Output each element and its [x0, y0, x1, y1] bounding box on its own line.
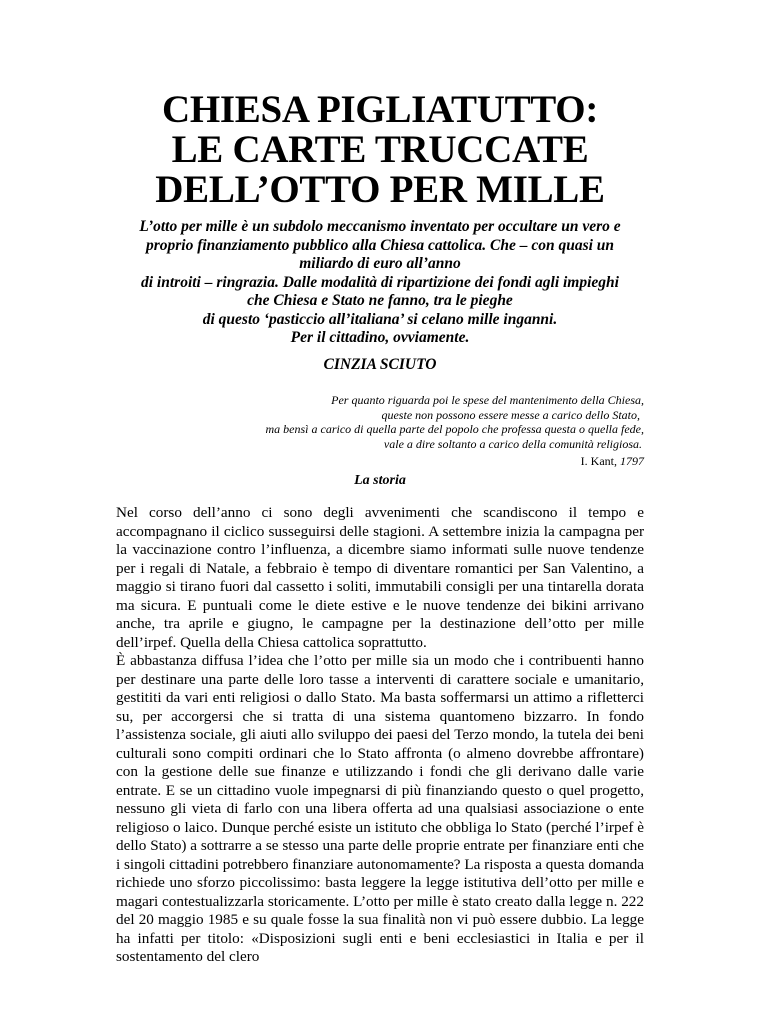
author-name: CINZIA SCIUTO [323, 356, 437, 373]
article-body [116, 504, 644, 967]
article-subtitle [90, 218, 670, 348]
subtitle-line: che Chiesa e Stato ne fanno, tra le pieghe [247, 292, 513, 309]
subtitle-line: L’otto per mille è un subdolo meccanismo inventato per occultare un vero e [139, 218, 621, 235]
subtitle-line: di introiti – ringrazia. Dalle modalità di ripartizione dei fondi agli impieghi [141, 273, 619, 291]
title-line: CHIESA PIGLIATUTTO: [161, 88, 599, 131]
epigraph-line: ma bensì a carico di quella parte del popolo che professa questa o quella fede, [265, 422, 644, 437]
epigraph-line: Per quanto riguarda poi le spese del mantenimento della Chiesa, [331, 393, 644, 407]
title-line: LE CARTE TRUCCATE [171, 128, 589, 171]
epigraph-year: 1797 [620, 454, 644, 468]
epigraph-author: I. Kant, [580, 454, 617, 468]
title-line: DELL’OTTO PER MILLE [155, 168, 605, 211]
subtitle-line: proprio finanziamento pubblico alla Chiesa cattolica. Che – con quasi un [145, 236, 615, 254]
body-paragraph: È abbastanza diffusa l’idea che l’otto per mille sia un modo che i contribuenti hanno per destinare una parte delle loro tasse a interventi di carattere sociale e umanitario, gestititi da vari enti religiosi o dallo Stato. Ma basta soffermarsi un attimo a rifletterci su, per accorgersi che si tratta di una sistema quantomeno bizzarro. In fondo l’assistenza sociale, gli aiuti allo sviluppo dei paesi del Terzo mondo, la tutela dei beni culturali sono compiti ordinari che lo Stato affronta (o almeno dovrebbe affrontare) con la gestione delle sue finanze e utilizzando i fondi che gli derivano dalle varie entrate. E se un cittadino vuole impegnarsi di più finanziando questo o quel progetto, nessuno gli vieta di farlo con una libera offerta ad una qualsiasi associazione o ente religioso o laico. Dunque perché esiste un istituto che obbliga lo Stato (perché l’irpef è dello Stato) a sottrarre a se stesso una parte delle proprie entrate per finanziare enti che i singoli cittadini potrebbero finanziare autonomamente? La risposta a questa domanda richiede uno sforzo piccolissimo: basta leggere la legge istitutiva dell’otto per mille e magari contestualizzarla storicamente. L’otto per mille è stato creato dalla legge n. 222 del 20 maggio 1985 e su quale fosse la sua finalità non vi può essere dubbio. La legge ha infatti per titolo: «Disposizioni sugli enti e beni ecclesiastici in Italia e per il sostentamento del clero [116, 652, 645, 965]
epigraph-attribution [450, 454, 644, 469]
subtitle-line: Per il cittadino, ovviamente. [290, 329, 470, 346]
epigraph-quote [150, 393, 644, 451]
article-title [60, 90, 700, 210]
subtitle-line: di questo ‘pasticcio all’italiana’ si celano mille inganni. [202, 310, 558, 328]
epigraph-line: queste non possono essere messe a carico dello Stato, [381, 407, 640, 422]
section-heading: La storia [354, 473, 406, 488]
epigraph-line: vale a dire soltanto a carico della comunità religiosa. [383, 436, 642, 451]
subtitle-line: miliardo di euro all’anno [299, 255, 461, 272]
body-paragraph: Nel corso dell’anno ci sono degli avvenimenti che scandiscono il tempo e accompagnano il ciclico susseguirsi delle stagioni. A settembre inizia la campagna per la vaccinazione contro l’influenza, a dicembre siamo informati sulle nuove tendenze per i regali di Natale, a febbraio è tempo di diventare romantici per San Valentino, a maggio si tirano fuori dal cassetto i soliti, immutabili consigli per una tintarella dorata ma sicura. E puntuali come le diete estive e le nuove tendenze dei bikini arrivano anche, tra aprile e giugno, le campagne per la destinazione dell’otto per mille dell’irpef. Quella della Chiesa cattolica soprattutto. [116, 504, 644, 651]
